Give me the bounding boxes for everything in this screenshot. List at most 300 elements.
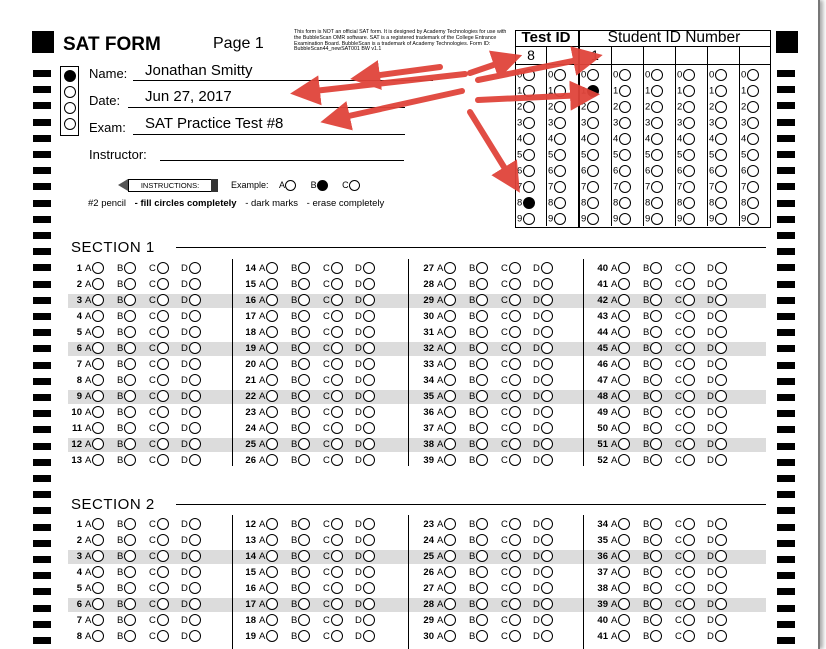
option-letter: D: [181, 295, 188, 306]
digit-label: 5: [645, 149, 651, 161]
question-number: 31: [423, 327, 434, 338]
option-letter: D: [181, 263, 188, 274]
option-letter: D: [181, 375, 188, 386]
option-letter: A: [85, 407, 92, 418]
option-letter: A: [437, 295, 444, 306]
option-letter: A: [85, 311, 92, 322]
option-letter: B: [469, 279, 476, 290]
option-letter: C: [323, 375, 330, 386]
student-id-value-first[interactable]: 1: [591, 47, 599, 63]
option-letter: D: [707, 263, 714, 274]
option-letter: B: [643, 455, 650, 466]
option-letter: B: [117, 583, 124, 594]
option-letter: B: [117, 295, 124, 306]
test-id-header: Test ID: [521, 29, 571, 46]
option-letter: B: [291, 583, 298, 594]
option-letter: A: [259, 375, 266, 386]
option-letter: D: [181, 631, 188, 642]
instructions-badge-label: INSTRUCTIONS:: [128, 179, 212, 192]
page-label: Page 1: [213, 35, 264, 52]
date-value[interactable]: Jun 27, 2017: [145, 88, 232, 105]
digit-label: 8: [677, 197, 683, 209]
question-number: 45: [597, 343, 608, 354]
digit-label: 4: [581, 133, 587, 145]
digit-label: 2: [741, 101, 747, 113]
option-letter: C: [323, 631, 330, 642]
question-number: 27: [423, 583, 434, 594]
option-letter: D: [355, 631, 362, 642]
digit-label: 5: [613, 149, 619, 161]
option-letter: A: [259, 279, 266, 290]
question-number: 7: [76, 359, 82, 370]
option-letter: A: [611, 391, 618, 402]
option-letter: B: [469, 343, 476, 354]
option-letter: C: [149, 455, 156, 466]
option-letter: D: [355, 279, 362, 290]
question-number: 28: [423, 279, 434, 290]
option-letter: C: [501, 279, 508, 290]
option-letter: B: [291, 343, 298, 354]
option-letter: A: [85, 599, 92, 610]
question-number: 38: [423, 439, 434, 450]
digit-label: 0: [709, 69, 715, 81]
question-number: 40: [597, 615, 608, 626]
option-letter: D: [533, 295, 540, 306]
option-letter: D: [707, 439, 714, 450]
option-letter: C: [675, 423, 682, 434]
option-letter: D: [707, 631, 714, 642]
digit-label: 4: [517, 133, 523, 145]
option-letter: D: [707, 567, 714, 578]
option-letter: A: [437, 343, 444, 354]
question-number: 35: [423, 391, 434, 402]
digit-label: 5: [709, 149, 715, 161]
option-letter: D: [707, 359, 714, 370]
option-letter: B: [291, 407, 298, 418]
option-letter: A: [437, 407, 444, 418]
digit-label: 4: [677, 133, 683, 145]
digit-label: 6: [709, 165, 715, 177]
option-letter: D: [355, 359, 362, 370]
option-letter: A: [611, 567, 618, 578]
question-number: 41: [597, 631, 608, 642]
question-number: 36: [423, 407, 434, 418]
option-letter: B: [117, 423, 124, 434]
option-letter: B: [291, 295, 298, 306]
student-id-header: Student ID Number: [607, 29, 741, 46]
digit-label: 5: [548, 149, 554, 161]
question-number: 3: [76, 295, 82, 306]
digit-label: 7: [517, 181, 523, 193]
option-letter: C: [149, 375, 156, 386]
question-number: 40: [597, 263, 608, 274]
option-letter: A: [85, 359, 92, 370]
section1-title: SECTION 1: [71, 239, 155, 256]
option-letter: B: [469, 599, 476, 610]
option-letter: C: [149, 391, 156, 402]
option-letter: A: [85, 279, 92, 290]
question-number: 6: [76, 343, 82, 354]
option-letter: C: [501, 295, 508, 306]
option-letter: A: [611, 551, 618, 562]
question-number: 1: [76, 263, 82, 274]
option-letter: B: [117, 407, 124, 418]
option-letter: B: [643, 311, 650, 322]
option-letter: C: [675, 567, 682, 578]
digit-label: 1: [645, 85, 651, 97]
option-letter: D: [707, 327, 714, 338]
option-letter: A: [259, 295, 266, 306]
option-letter: C: [323, 439, 330, 450]
option-letter: B: [643, 263, 650, 274]
question-number: 15: [245, 567, 256, 578]
option-letter: C: [675, 391, 682, 402]
option-letter: A: [611, 631, 618, 642]
option-letter: A: [437, 279, 444, 290]
option-letter: A: [259, 327, 266, 338]
question-number: 8: [76, 631, 82, 642]
question-number: 11: [71, 423, 82, 434]
question-number: 30: [423, 631, 434, 642]
option-letter: B: [643, 375, 650, 386]
question-number: 34: [423, 375, 434, 386]
digit-label: 2: [613, 101, 619, 113]
option-letter: D: [707, 375, 714, 386]
option-letter: C: [501, 599, 508, 610]
option-letter: A: [437, 391, 444, 402]
option-letter: C: [149, 343, 156, 354]
digit-label: 3: [517, 117, 523, 129]
option-letter: C: [149, 535, 156, 546]
option-letter: B: [117, 279, 124, 290]
option-letter: A: [611, 535, 618, 546]
option-letter: D: [707, 343, 714, 354]
digit-label: 8: [517, 197, 523, 209]
option-letter: D: [355, 599, 362, 610]
hint-dark: - dark marks: [245, 198, 299, 209]
option-letter: B: [643, 583, 650, 594]
option-letter: C: [149, 519, 156, 530]
option-letter: B: [291, 439, 298, 450]
option-letter: B: [643, 631, 650, 642]
question-number: 13: [245, 535, 256, 546]
question-number: 14: [245, 263, 256, 274]
form-title: SAT FORM: [63, 34, 161, 55]
digit-label: 4: [548, 133, 554, 145]
option-letter: B: [291, 263, 298, 274]
digit-label: 1: [548, 85, 554, 97]
question-number: 39: [597, 599, 608, 610]
question-number: 33: [423, 359, 434, 370]
question-number: 5: [76, 327, 82, 338]
option-letter: D: [707, 295, 714, 306]
date-label: Date:: [89, 93, 121, 108]
option-letter: B: [643, 567, 650, 578]
question-number: 49: [597, 407, 608, 418]
name-value[interactable]: Jonathan Smitty: [145, 62, 253, 79]
option-letter: B: [469, 423, 476, 434]
question-number: 22: [245, 391, 256, 402]
option-letter: D: [181, 567, 188, 578]
option-letter: C: [149, 567, 156, 578]
digit-label: 0: [517, 69, 523, 81]
option-letter: A: [437, 263, 444, 274]
option-letter: A: [259, 615, 266, 626]
option-letter: D: [181, 519, 188, 530]
option-letter: D: [707, 391, 714, 402]
option-letter: A: [437, 359, 444, 370]
digit-label: 7: [645, 181, 651, 193]
test-id-value[interactable]: 8: [527, 47, 535, 63]
question-number: 39: [423, 455, 434, 466]
digit-label: 9: [581, 213, 587, 225]
option-letter: D: [181, 279, 188, 290]
option-letter: A: [437, 519, 444, 530]
option-letter: C: [675, 375, 682, 386]
question-number: 2: [76, 279, 82, 290]
option-letter: D: [181, 311, 188, 322]
digit-label: 2: [548, 101, 554, 113]
option-letter: D: [355, 311, 362, 322]
option-letter: D: [533, 455, 540, 466]
digit-label: 6: [548, 165, 554, 177]
option-letter: B: [291, 551, 298, 562]
option-letter: A: [611, 311, 618, 322]
digit-label: 2: [645, 101, 651, 113]
option-letter: A: [259, 439, 266, 450]
option-letter: B: [291, 423, 298, 434]
option-letter: C: [675, 327, 682, 338]
question-number: 24: [245, 423, 256, 434]
question-number: 1: [76, 519, 82, 530]
question-number: 26: [245, 455, 256, 466]
option-letter: D: [355, 423, 362, 434]
option-letter: B: [117, 455, 124, 466]
option-letter: C: [149, 359, 156, 370]
option-letter: C: [149, 599, 156, 610]
option-letter: B: [291, 279, 298, 290]
option-letter: B: [469, 311, 476, 322]
option-letter: C: [323, 455, 330, 466]
option-letter: A: [259, 455, 266, 466]
option-letter: C: [675, 455, 682, 466]
option-letter: C: [501, 615, 508, 626]
option-letter: A: [259, 407, 266, 418]
option-letter: B: [117, 375, 124, 386]
digit-label: 4: [709, 133, 715, 145]
option-letter: B: [469, 615, 476, 626]
option-letter: B: [643, 279, 650, 290]
option-letter: A: [437, 423, 444, 434]
digit-label: 9: [741, 213, 747, 225]
question-number: 51: [597, 439, 608, 450]
option-letter: D: [707, 407, 714, 418]
question-number: 38: [597, 583, 608, 594]
option-letter: D: [355, 455, 362, 466]
option-letter: D: [707, 583, 714, 594]
digit-label: 7: [741, 181, 747, 193]
option-letter: C: [323, 535, 330, 546]
option-letter: C: [675, 615, 682, 626]
option-letter: A: [437, 583, 444, 594]
option-letter: C: [323, 343, 330, 354]
option-letter: A: [259, 423, 266, 434]
hint-pencil: #2 pencil: [88, 198, 127, 209]
option-letter: D: [533, 583, 540, 594]
option-letter: D: [533, 535, 540, 546]
option-letter: C: [323, 279, 330, 290]
option-letter: C: [675, 359, 682, 370]
question-number: 37: [597, 567, 608, 578]
option-letter: D: [355, 263, 362, 274]
digit-label: 5: [677, 149, 683, 161]
option-letter: C: [149, 311, 156, 322]
option-letter: C: [149, 631, 156, 642]
option-letter: B: [291, 599, 298, 610]
option-letter: A: [611, 519, 618, 530]
option-letter: B: [117, 535, 124, 546]
option-letter: B: [117, 391, 124, 402]
option-letter: D: [181, 407, 188, 418]
option-letter: A: [437, 615, 444, 626]
option-letter: D: [533, 615, 540, 626]
option-letter: B: [469, 295, 476, 306]
option-letter: B: [643, 615, 650, 626]
option-letter: A: [85, 375, 92, 386]
option-letter: A: [85, 551, 92, 562]
option-letter: C: [323, 423, 330, 434]
question-number: 52: [597, 455, 608, 466]
option-letter: B: [469, 567, 476, 578]
option-letter: B: [469, 263, 476, 274]
option-letter: D: [355, 407, 362, 418]
option-letter: D: [707, 615, 714, 626]
option-letter: A: [437, 439, 444, 450]
option-letter: D: [181, 327, 188, 338]
hint-fill: - fill circles completely: [134, 198, 237, 209]
digit-label: 3: [741, 117, 747, 129]
question-number: 7: [76, 615, 82, 626]
option-letter: A: [85, 567, 92, 578]
option-letter: D: [707, 311, 714, 322]
option-letter: A: [437, 631, 444, 642]
example-option-c: C: [342, 180, 360, 190]
question-number: 16: [245, 583, 256, 594]
question-number: 3: [76, 551, 82, 562]
question-number: 32: [423, 343, 434, 354]
digit-label: 0: [613, 69, 619, 81]
question-number: 4: [76, 311, 82, 322]
digit-label: 2: [677, 101, 683, 113]
question-number: 37: [423, 423, 434, 434]
digit-label: 3: [613, 117, 619, 129]
option-letter: D: [181, 615, 188, 626]
question-number: 9: [76, 391, 82, 402]
option-letter: B: [643, 407, 650, 418]
option-letter: C: [149, 263, 156, 274]
option-letter: D: [181, 391, 188, 402]
digit-label: 2: [517, 101, 523, 113]
option-letter: A: [85, 423, 92, 434]
option-letter: C: [501, 327, 508, 338]
option-letter: A: [611, 359, 618, 370]
question-number: 27: [423, 263, 434, 274]
question-number: 4: [76, 567, 82, 578]
option-letter: A: [85, 263, 92, 274]
option-letter: B: [643, 343, 650, 354]
option-letter: A: [611, 407, 618, 418]
digit-label: 2: [709, 101, 715, 113]
disclaimer-text: This form is NOT an official SAT form. It is designed by Academy Technologies for use with the BubbleScan OMR software. SAT is a registered trademark of the College Entrance Examination Board. BubbleScan is a trademark of Academy Technologies. Form ID: BubbleScan44_newSAT001 BW v1.1: [294, 29, 507, 53]
option-letter: A: [437, 311, 444, 322]
question-number: 50: [597, 423, 608, 434]
question-number: 26: [423, 567, 434, 578]
option-letter: B: [117, 327, 124, 338]
option-letter: B: [291, 519, 298, 530]
option-letter: B: [291, 631, 298, 642]
option-letter: D: [355, 327, 362, 338]
question-number: 19: [245, 631, 256, 642]
digit-label: 1: [581, 85, 587, 97]
option-letter: C: [501, 519, 508, 530]
question-number: 19: [245, 343, 256, 354]
option-letter: B: [291, 375, 298, 386]
option-letter: C: [501, 343, 508, 354]
option-letter: B: [117, 263, 124, 274]
digit-label: 1: [709, 85, 715, 97]
question-number: 24: [423, 535, 434, 546]
option-letter: B: [643, 423, 650, 434]
option-letter: D: [355, 583, 362, 594]
option-letter: C: [323, 551, 330, 562]
option-letter: A: [259, 599, 266, 610]
option-letter: A: [611, 615, 618, 626]
option-letter: C: [675, 295, 682, 306]
option-letter: B: [469, 455, 476, 466]
option-letter: B: [469, 439, 476, 450]
option-letter: B: [469, 551, 476, 562]
option-letter: B: [291, 455, 298, 466]
option-letter: A: [611, 439, 618, 450]
option-letter: C: [323, 567, 330, 578]
option-letter: A: [611, 583, 618, 594]
arrow-to-test-id: [470, 60, 508, 73]
question-number: 14: [245, 551, 256, 562]
option-letter: A: [85, 631, 92, 642]
digit-label: 1: [517, 85, 523, 97]
option-letter: C: [323, 391, 330, 402]
option-letter: B: [469, 631, 476, 642]
option-letter: A: [85, 519, 92, 530]
option-letter: B: [643, 519, 650, 530]
digit-label: 4: [741, 133, 747, 145]
option-letter: D: [707, 599, 714, 610]
option-letter: B: [469, 327, 476, 338]
digit-label: 9: [709, 213, 715, 225]
option-letter: D: [181, 343, 188, 354]
digit-label: 9: [613, 213, 619, 225]
digit-label: 6: [677, 165, 683, 177]
question-number: 28: [423, 599, 434, 610]
example-option-a: A: [279, 180, 296, 190]
option-letter: D: [355, 615, 362, 626]
option-letter: C: [323, 407, 330, 418]
question-number: 18: [245, 615, 256, 626]
exam-value[interactable]: SAT Practice Test #8: [145, 115, 284, 132]
option-letter: C: [675, 519, 682, 530]
option-letter: B: [643, 295, 650, 306]
digit-label: 8: [645, 197, 651, 209]
